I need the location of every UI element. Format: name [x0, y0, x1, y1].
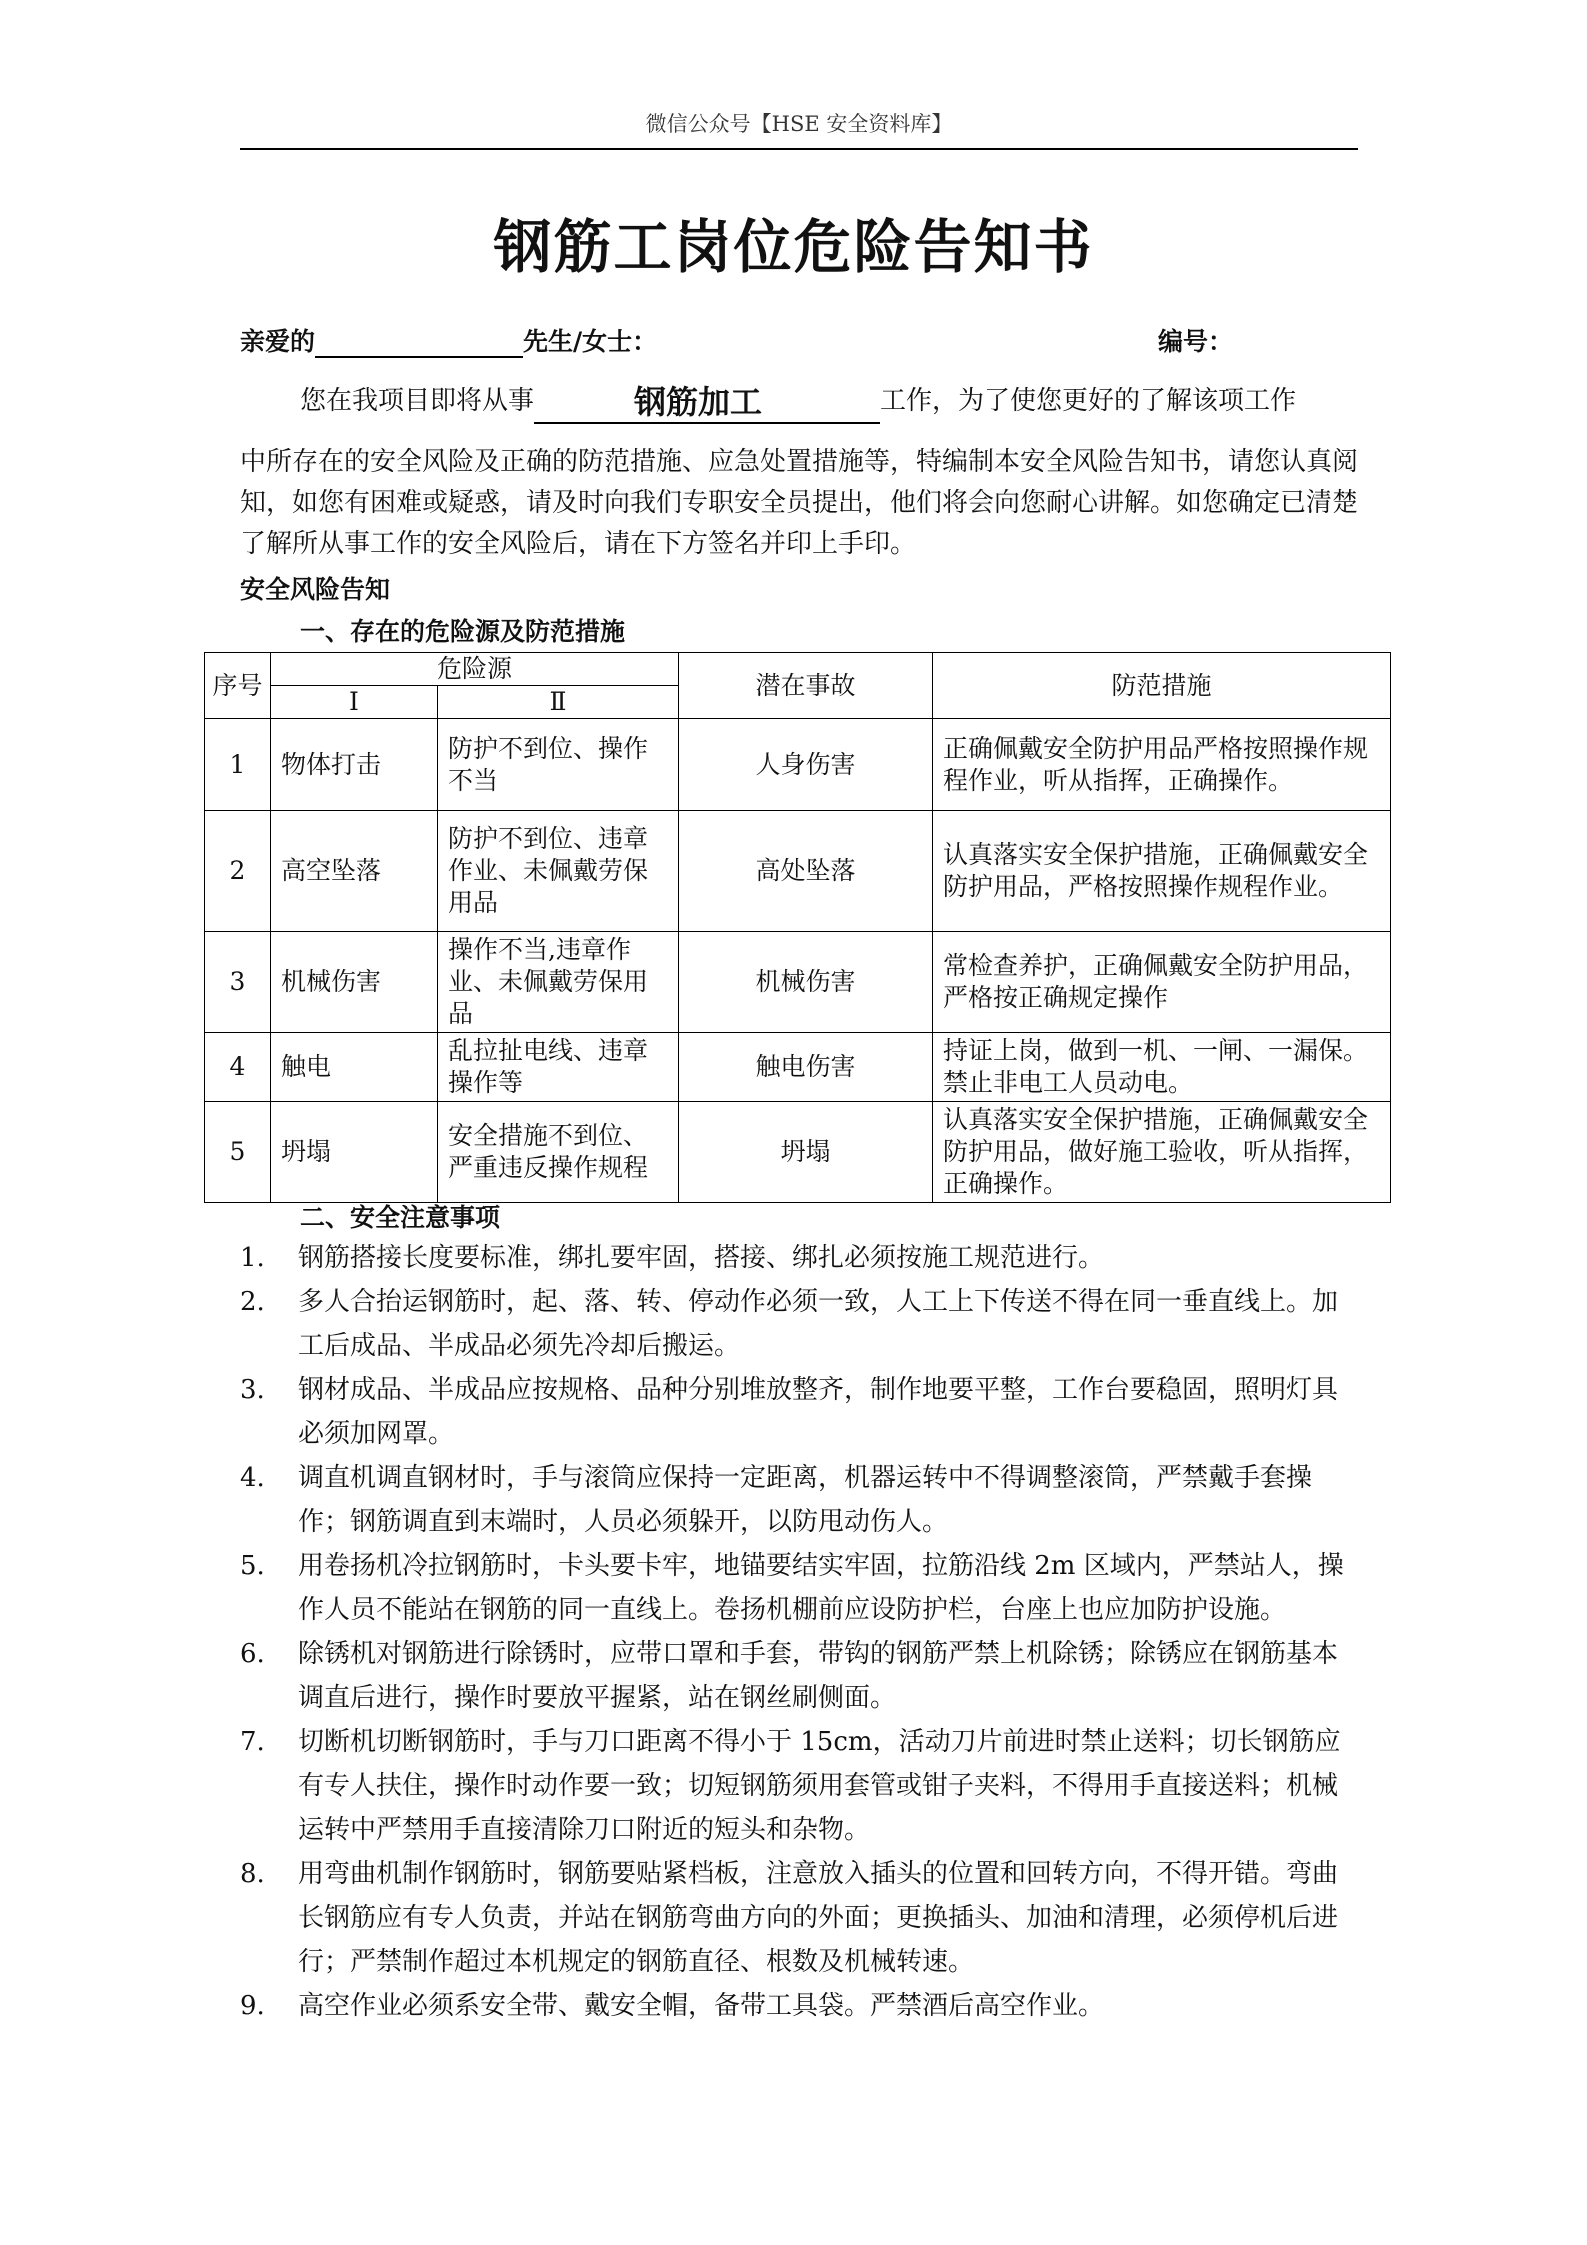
- item-number: 5.: [240, 1551, 265, 1581]
- table-row: [205, 719, 1391, 811]
- table-row: [205, 1102, 1391, 1203]
- intro-first-line: [300, 378, 1360, 424]
- list-item: [240, 1236, 1360, 1280]
- table-row: [205, 811, 1391, 932]
- item-text: 钢材成品、半成品应按规格、品种分别堆放整齐，制作地要平整，工作台要稳固，照明灯具必须加网罩。: [298, 1375, 1339, 1449]
- cell-hazard-cause: 防护不到位、违章作业、未佩戴劳保用品: [438, 811, 679, 932]
- cell-measure: 持证上岗，做到一机、一闸、一漏保。禁止非电工人员动电。: [933, 1033, 1391, 1102]
- item-text: 用弯曲机制作钢筋时，钢筋要贴紧档板，注意放入插头的位置和回转方向，不得开错。弯曲长钢筋应有专人负责，并站在钢筋弯曲方向的外面；更换插头、加油和清理，必须停机后进行；严禁制作超过本机规定的钢筋直径、根数及机械转速。: [298, 1859, 1339, 1977]
- cell-measure: 认真落实安全保护措施，正确佩戴安全防护用品，做好施工验收，听从指挥，正确操作。: [933, 1102, 1391, 1203]
- item-text: 切断机切断钢筋时，手与刀口距离不得小于 15cm，活动刀片前进时禁止送料；切长钢筋应有专人扶住，操作时动作要一致；切短钢筋须用套管或钳子夹料，不得用手直接送料；机械运转中严禁用手直接清除刀口附近的短头和杂物。: [298, 1727, 1341, 1845]
- intro-line1-suffix: 工作，为了使您更好的了解该项工作: [880, 386, 1297, 416]
- section2-heading: 二、安全注意事项: [300, 1203, 501, 1232]
- list-item: [240, 1984, 1360, 2028]
- item-number: 3.: [240, 1375, 265, 1405]
- list-item: [240, 1852, 1360, 1984]
- item-text: 钢筋搭接长度要标准，绑扎要牢固，搭接、绑扎必须按施工规范进行。: [298, 1243, 1105, 1273]
- cell-hazard-type: 机械伤害: [271, 932, 438, 1033]
- cell-seq: 5: [205, 1102, 271, 1203]
- cell-seq: 3: [205, 932, 271, 1033]
- cell-hazard-type: 高空坠落: [271, 811, 438, 932]
- cell-seq: 1: [205, 719, 271, 811]
- cell-hazard-type: 坍塌: [271, 1102, 438, 1203]
- list-item: [240, 1544, 1360, 1632]
- cell-hazard-cause: 操作不当,违章作业、未佩戴劳保用品: [438, 932, 679, 1033]
- item-number: 7.: [240, 1727, 265, 1757]
- cell-accident: 触电伤害: [679, 1033, 933, 1102]
- cell-seq: 2: [205, 811, 271, 932]
- header-measures: 防范措施: [933, 653, 1391, 719]
- table-row: [205, 1033, 1391, 1102]
- cell-hazard-cause: 防护不到位、操作不当: [438, 719, 679, 811]
- list-item: [240, 1720, 1360, 1852]
- header-accident: 潜在事故: [679, 653, 933, 719]
- item-number: 4.: [240, 1463, 265, 1493]
- cell-hazard-cause: 安全措施不到位、严重违反操作规程: [438, 1102, 679, 1203]
- job-field[interactable]: 钢筋加工: [534, 382, 880, 424]
- serial-label: 编号：: [1158, 327, 1234, 356]
- intro-prefix: 您在我项目即将从事: [300, 386, 535, 416]
- item-text: 调直机调直钢材时，手与滚筒应保持一定距离，机器运转中不得调整滚筒，严禁戴手套操作；钢筋调直到末端时，人员必须躲开，以防甩动伤人。: [298, 1463, 1313, 1537]
- intro-paragraph: 中所存在的安全风险及正确的防范措施、应急处置措施等，特编制本安全风险告知书，请您认真阅知，如您有困难或疑惑，请及时向我们专职安全员提出，他们将会向您耐心讲解。如您确定已清楚了解所从事工作的安全风险后，请在下方签名并印上手印。: [240, 447, 1359, 559]
- table-header-row: [205, 653, 1391, 686]
- item-number: 2.: [240, 1287, 265, 1317]
- cell-hazard-type: 物体打击: [271, 719, 438, 811]
- item-number: 1.: [240, 1243, 265, 1273]
- item-number: 8.: [240, 1859, 265, 1889]
- header-seq: 序号: [205, 653, 271, 719]
- cell-accident: 坍塌: [679, 1102, 933, 1203]
- cell-accident: 高处坠落: [679, 811, 933, 932]
- list-item: [240, 1280, 1360, 1368]
- section1-heading: 一、存在的危险源及防范措施: [300, 617, 626, 646]
- item-text: 用卷扬机冷拉钢筋时，卡头要卡牢，地锚要结实牢固，拉筋沿线 2m 区域内，严禁站人，操作人员不能站在钢筋的同一直线上。卷扬机棚前应设防护栏，台座上也应加防护设施。: [298, 1551, 1344, 1625]
- cell-hazard-cause: 乱拉扯电线、违章操作等: [438, 1033, 679, 1102]
- page-header: 微信公众号【HSE 安全资料库】: [645, 112, 953, 136]
- name-field[interactable]: [315, 327, 523, 358]
- header-hazard-source: 危险源: [271, 653, 679, 686]
- list-item: [240, 1632, 1360, 1720]
- item-text: 高空作业必须系安全带、戴安全帽，备带工具袋。严禁酒后高空作业。: [298, 1991, 1105, 2021]
- header-col1: Ⅰ: [271, 686, 438, 719]
- hazard-table: [204, 652, 1391, 1203]
- cell-measure: 认真落实安全保护措施，正确佩戴安全防护用品，严格按照操作规程作业。: [933, 811, 1391, 932]
- header-col2: Ⅱ: [438, 686, 679, 719]
- item-text: 除锈机对钢筋进行除锈时，应带口罩和手套，带钩的钢筋严禁上机除锈；除锈应在钢筋基本调直后进行，操作时要放平握紧，站在钢丝刷侧面。: [298, 1639, 1339, 1713]
- section-label: 安全风险告知: [240, 575, 391, 604]
- list-item: [240, 1456, 1360, 1544]
- item-text: 多人合抬运钢筋时，起、落、转、停动作必须一致，人工上下传送不得在同一垂直线上。加工后成品、半成品必须先冷却后搬运。: [298, 1287, 1339, 1361]
- list-item: [240, 1368, 1360, 1456]
- greeting-prefix: 亲爱的: [240, 327, 316, 356]
- table-row: [205, 932, 1391, 1033]
- cell-accident: 人身伤害: [679, 719, 933, 811]
- document-title: 钢筋工岗位危险告知书: [493, 213, 1094, 281]
- header-divider: [240, 148, 1358, 150]
- cell-measure: 正确佩戴安全防护用品严格按照操作规程作业，听从指挥，正确操作。: [933, 719, 1391, 811]
- cell-measure: 常检查养护，正确佩戴安全防护用品，严格按正确规定操作: [933, 932, 1391, 1033]
- cell-accident: 机械伤害: [679, 932, 933, 1033]
- notes-list: [240, 1236, 1360, 2028]
- cell-seq: 4: [205, 1033, 271, 1102]
- cell-hazard-type: 触电: [271, 1033, 438, 1102]
- item-number: 9.: [240, 1991, 265, 2021]
- item-number: 6.: [240, 1639, 265, 1669]
- greeting-suffix: 先生/女士：: [523, 327, 658, 356]
